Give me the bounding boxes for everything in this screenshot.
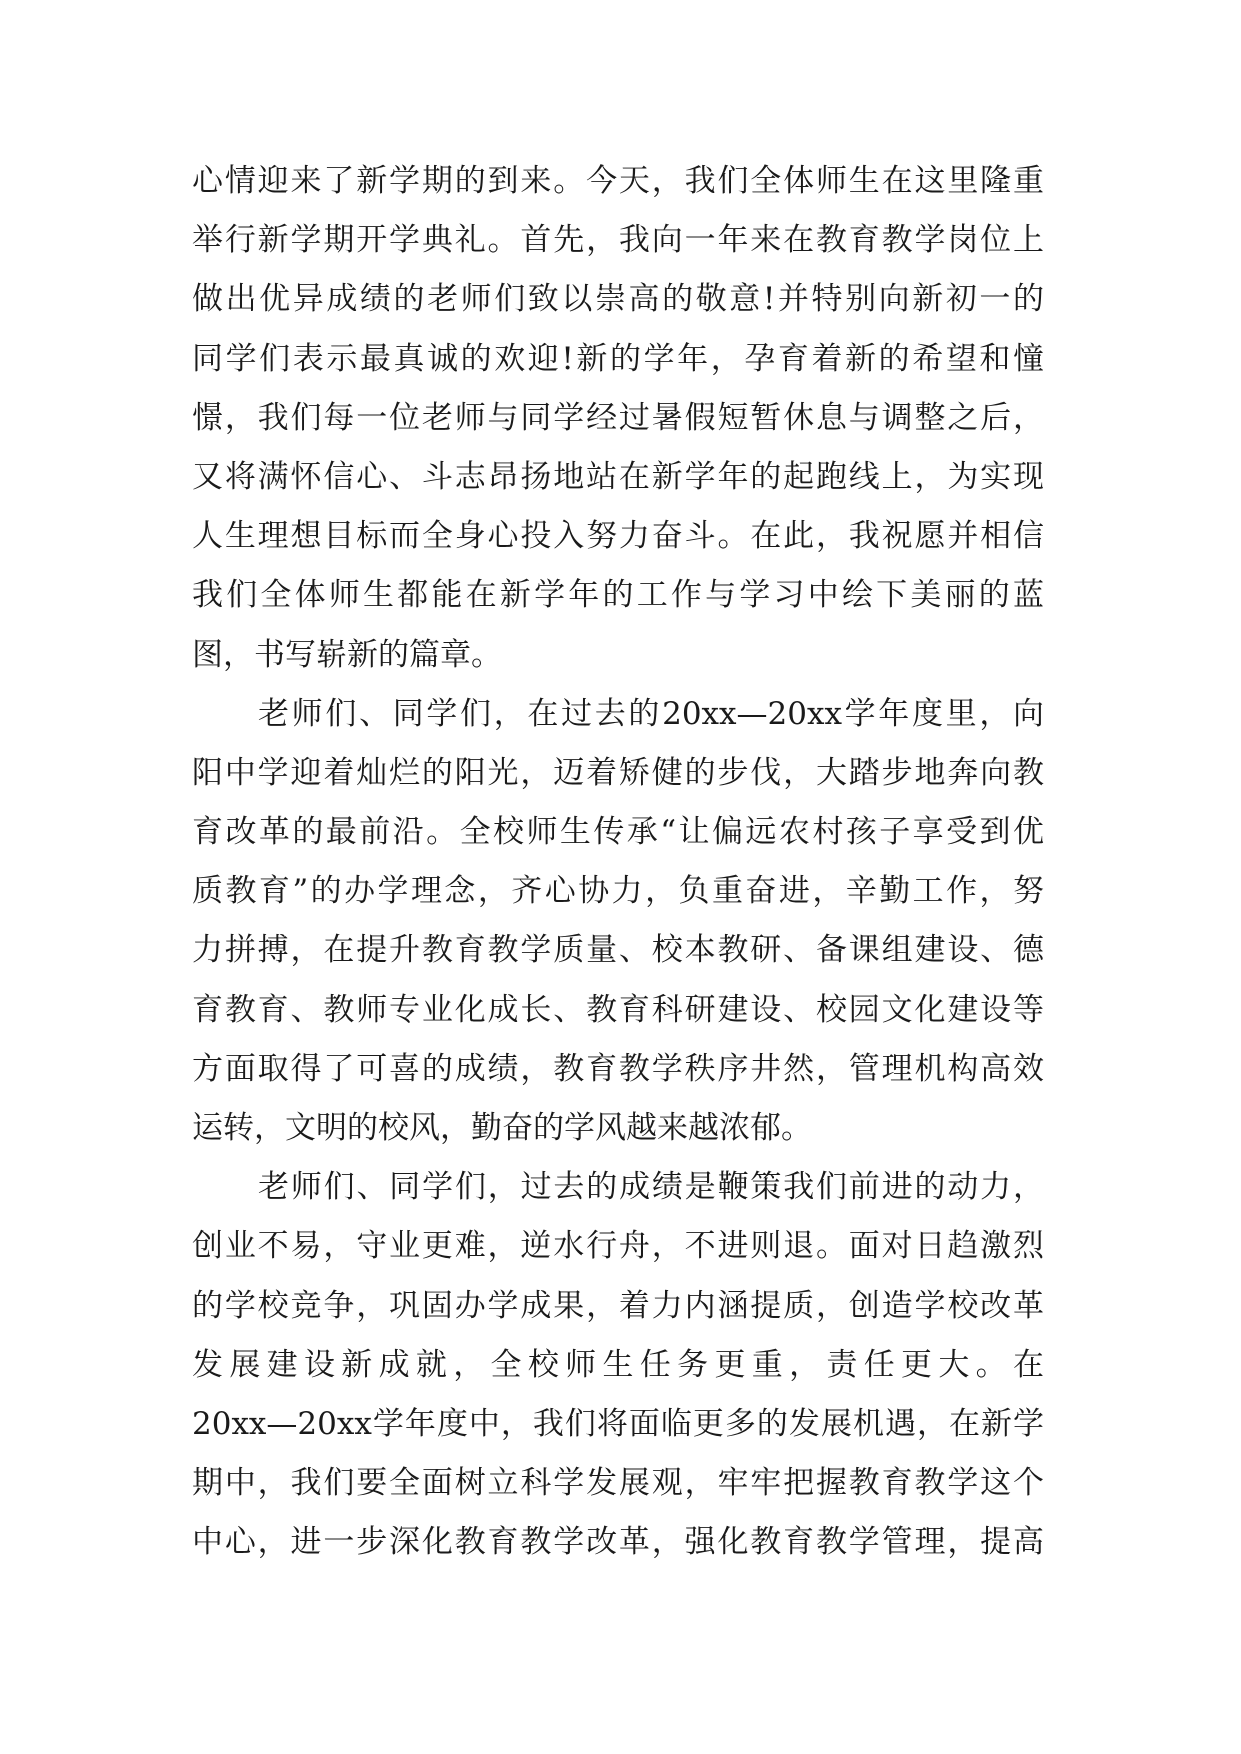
text-line: 质教育”的办学理念，齐心协力，负重奋进，辛勤工作，努 — [192, 873, 1044, 910]
text-line: 人生理想目标而全身心投入努力奋斗。在此，我祝愿并相信 — [192, 518, 1044, 555]
text-line: 创业不易，守业更难，逆水行舟，不进则退。面对日趋激烈 — [192, 1228, 1044, 1265]
text-line: 又将满怀信心、斗志昂扬地站在新学年的起跑线上，为实现 — [192, 458, 1044, 495]
text-line: 期中，我们要全面树立科学发展观，牢牢把握教育教学这个 — [192, 1465, 1044, 1502]
text-line: 发展建设新成就，全校师生任务更重，责任更大。在 — [192, 1346, 1044, 1383]
document-body — [192, 152, 1044, 1573]
text-line: 的学校竞争，巩固办学成果，着力内涵提质，创造学校改革 — [192, 1287, 1044, 1324]
text-line: 心情迎来了新学期的到来。今天，我们全体师生在这里隆重 — [192, 163, 1044, 199]
text-line: 老师们、同学们，在过去的20xx—20xx学年度里，向 — [258, 695, 1044, 732]
text-line: 育改革的最前沿。全校师生传承“让偏远农村孩子享受到优 — [192, 814, 1044, 851]
text-line: 中心，进一步深化教育教学改革，强化教育教学管理，提高 — [192, 1524, 1044, 1561]
text-line: 举行新学期开学典礼。首先，我向一年来在教育教学岗位上 — [192, 222, 1044, 259]
text-line: 20xx—20xx学年度中，我们将面临更多的发展机遇，在新学 — [192, 1405, 1044, 1442]
text-line: 方面取得了可喜的成绩，教育教学秩序井然，管理机构高效 — [192, 1050, 1044, 1087]
text-line: 育教育、教师专业化成长、教育科研建设、校园文化建设等 — [192, 991, 1044, 1028]
text-line: 力拼搏，在提升教育教学质量、校本教研、备课组建设、德 — [192, 932, 1044, 969]
text-line: 运转，文明的校风，勤奋的学风越来越浓郁。 — [192, 1110, 812, 1146]
text-line: 图，书写崭新的篇章。 — [192, 636, 502, 673]
text-line: 老师们、同学们，过去的成绩是鞭策我们前进的动力， — [258, 1169, 1044, 1206]
text-line: 阳中学迎着灿烂的阳光，迈着矫健的步伐，大踏步地奔向教 — [192, 754, 1044, 791]
text-line: 同学们表示最真诚的欢迎!新的学年，孕育着新的希望和憧 — [192, 340, 1044, 377]
text-line: 我们全体师生都能在新学年的工作与学习中绘下美丽的蓝 — [192, 577, 1044, 614]
text-line: 做出优异成绩的老师们致以崇高的敬意!并特别向新初一的 — [192, 281, 1044, 318]
text-line: 憬，我们每一位老师与同学经过暑假短暂休息与调整之后， — [192, 399, 1044, 436]
